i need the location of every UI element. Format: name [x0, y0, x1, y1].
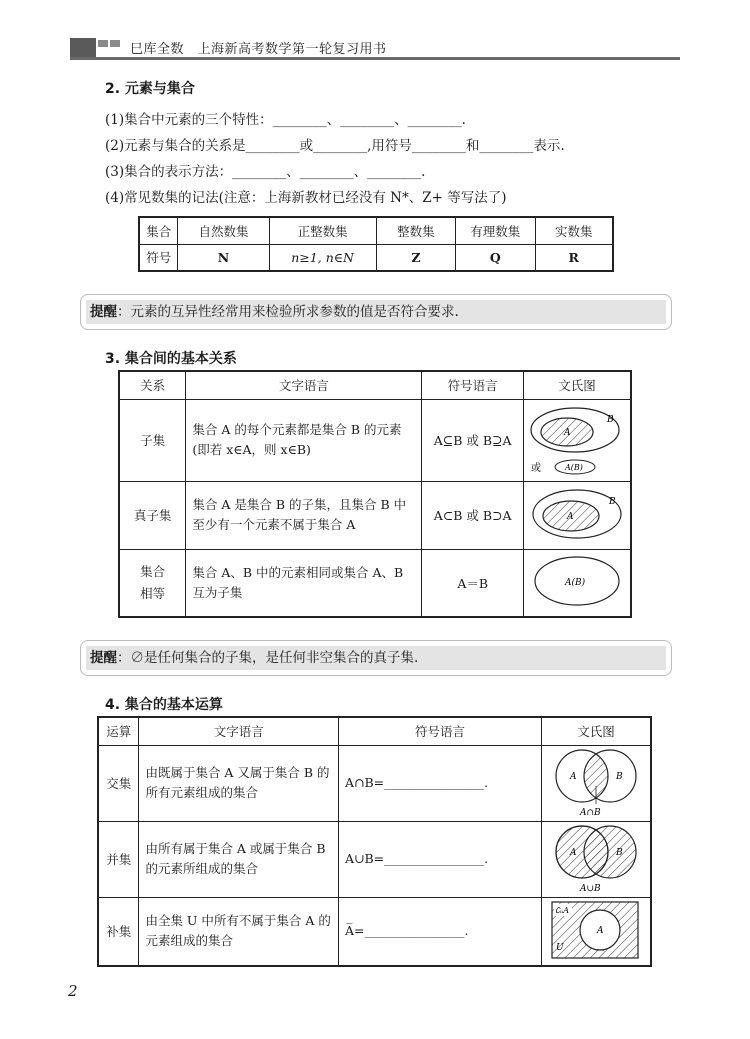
table-cell: R — [535, 244, 613, 271]
number-set-table — [138, 216, 614, 272]
venn-label: A∩B — [580, 807, 601, 818]
venn-intersection-diagram — [544, 746, 648, 818]
venn-label: B — [607, 414, 614, 425]
section2-title: 2. 元素与集合 — [105, 81, 195, 97]
venn-cell — [542, 897, 651, 966]
table-header-cell: 集合 — [139, 217, 178, 244]
table-header-cell: 正整数集 — [269, 217, 376, 244]
relation-text: 集合 A、B 中的元素相同或集合 A、B 互为子集 — [186, 549, 422, 617]
tip-box — [80, 640, 672, 676]
venn-cell — [542, 821, 651, 897]
operation-symbol: A∩B=________________. — [338, 745, 541, 821]
section2-line-1: (1)集合中元素的三个特性：________、________、________. — [105, 112, 466, 128]
venn-equal-diagram — [527, 551, 627, 611]
relation-symbol: A＝B — [422, 549, 524, 617]
tip-box — [80, 294, 672, 330]
table-header-cell: 文氏图 — [542, 717, 651, 745]
venn-label: A — [567, 511, 574, 522]
venn-label: B — [616, 771, 623, 782]
table-header-cell: 自然数集 — [178, 217, 269, 244]
operation-symbol: A∪B=________________. — [338, 821, 541, 897]
tip-label: 提醒 — [90, 650, 117, 666]
venn-circle-b — [584, 826, 636, 878]
tip-text: ：元素的互异性经常用来检验所求参数的值是否符合要求. — [117, 304, 459, 320]
operation-text: 由全集 U 中所有不属于集合 A 的元素组成的集合 — [139, 897, 339, 966]
table-header-cell: 符号语言 — [338, 717, 541, 745]
operation-text: 由既属于集合 A 又属于集合 B 的所有元素组成的集合 — [139, 745, 339, 821]
relation-name: 真子集 — [119, 481, 186, 549]
venn-proper-subset-diagram — [527, 484, 627, 544]
relation-symbol: A⊂B 或 B⊃A — [422, 481, 524, 549]
operation-name: 补集 — [98, 897, 139, 966]
set-operation-table — [97, 716, 652, 967]
table-header-cell: 有理数集 — [456, 217, 535, 244]
venn-label: A(B) — [565, 578, 586, 589]
header-title: 巳库全数 上海新高考数学第一轮复习用书 — [130, 42, 387, 57]
table-cell: Z — [376, 244, 455, 271]
table-cell: Q — [456, 244, 535, 271]
table-header-cell: 实数集 — [535, 217, 613, 244]
venn-label: A∪B — [580, 883, 601, 894]
venn-union-diagram — [544, 822, 648, 894]
operation-text: 由所有属于集合 A 或属于集合 B 的元素所组成的集合 — [139, 821, 339, 897]
section3-title: 3. 集合间的基本关系 — [105, 351, 237, 367]
venn-cell — [542, 745, 651, 821]
section4-title: 4. 集合的基本运算 — [105, 697, 223, 713]
venn-label: A(B) — [565, 462, 583, 472]
venn-label: 或 — [531, 462, 542, 474]
relation-text: 集合 A 是集合 B 的子集，且集合 B 中至少有一个元素不属于集合 A — [186, 481, 422, 549]
venn-label: U — [556, 942, 564, 953]
table-header-cell: 关系 — [119, 371, 186, 399]
venn-cell — [524, 399, 631, 481]
table-header-cell: 文字语言 — [186, 371, 422, 399]
venn-complement-diagram — [548, 898, 644, 962]
section2-line-3: (3)集合的表示方法：________、________、________. — [105, 164, 426, 180]
table-cell: n≥1, n∈N — [269, 244, 376, 271]
section2-line-4: (4)常见数集的记法(注意：上海新教材已经没有 N*、Z+ 等写法了) — [105, 190, 507, 206]
operation-name: 交集 — [98, 745, 139, 821]
table-header-cell: 文字语言 — [139, 717, 339, 745]
table-header-cell: 文氏图 — [524, 371, 631, 399]
venn-label: ∁ᵤA — [555, 905, 570, 915]
venn-cell — [524, 549, 631, 617]
header-block-icon — [70, 38, 96, 58]
header-rule — [70, 57, 680, 60]
venn-label: B — [616, 847, 623, 858]
header-square-icon — [110, 40, 120, 47]
section2-line-2: (2)元素与集合的关系是________或________,用符号________和________表示. — [105, 138, 565, 154]
table-cell: N — [178, 244, 269, 271]
tip-label: 提醒 — [90, 304, 117, 320]
venn-subset-diagram — [527, 400, 627, 478]
operation-symbol: A̅=________________. — [338, 897, 541, 966]
venn-label: B — [609, 496, 616, 507]
tip-text: ：∅是任何集合的子集，是任何非空集合的真子集. — [117, 650, 419, 666]
relation-text: 集合 A 的每个元素都是集合 B 的元素(即若 x∈A，则 x∈B) — [186, 399, 422, 481]
relation-name: 集合相等 — [119, 549, 186, 617]
table-header-cell: 符号语言 — [422, 371, 524, 399]
venn-label: A — [570, 847, 577, 858]
header-square-icon — [98, 40, 108, 47]
venn-label: A — [564, 427, 571, 438]
table-header-cell: 整数集 — [376, 217, 455, 244]
relation-symbol: A⊆B 或 B⊇A — [422, 399, 524, 481]
table-cell: 符号 — [139, 244, 178, 271]
page-number: 2 — [68, 982, 78, 1000]
relation-name: 子集 — [119, 399, 186, 481]
operation-name: 并集 — [98, 821, 139, 897]
table-header-cell: 运算 — [98, 717, 139, 745]
set-relation-table — [118, 370, 632, 618]
venn-label: A — [570, 771, 577, 782]
venn-cell — [524, 481, 631, 549]
venn-label: A — [597, 925, 604, 936]
